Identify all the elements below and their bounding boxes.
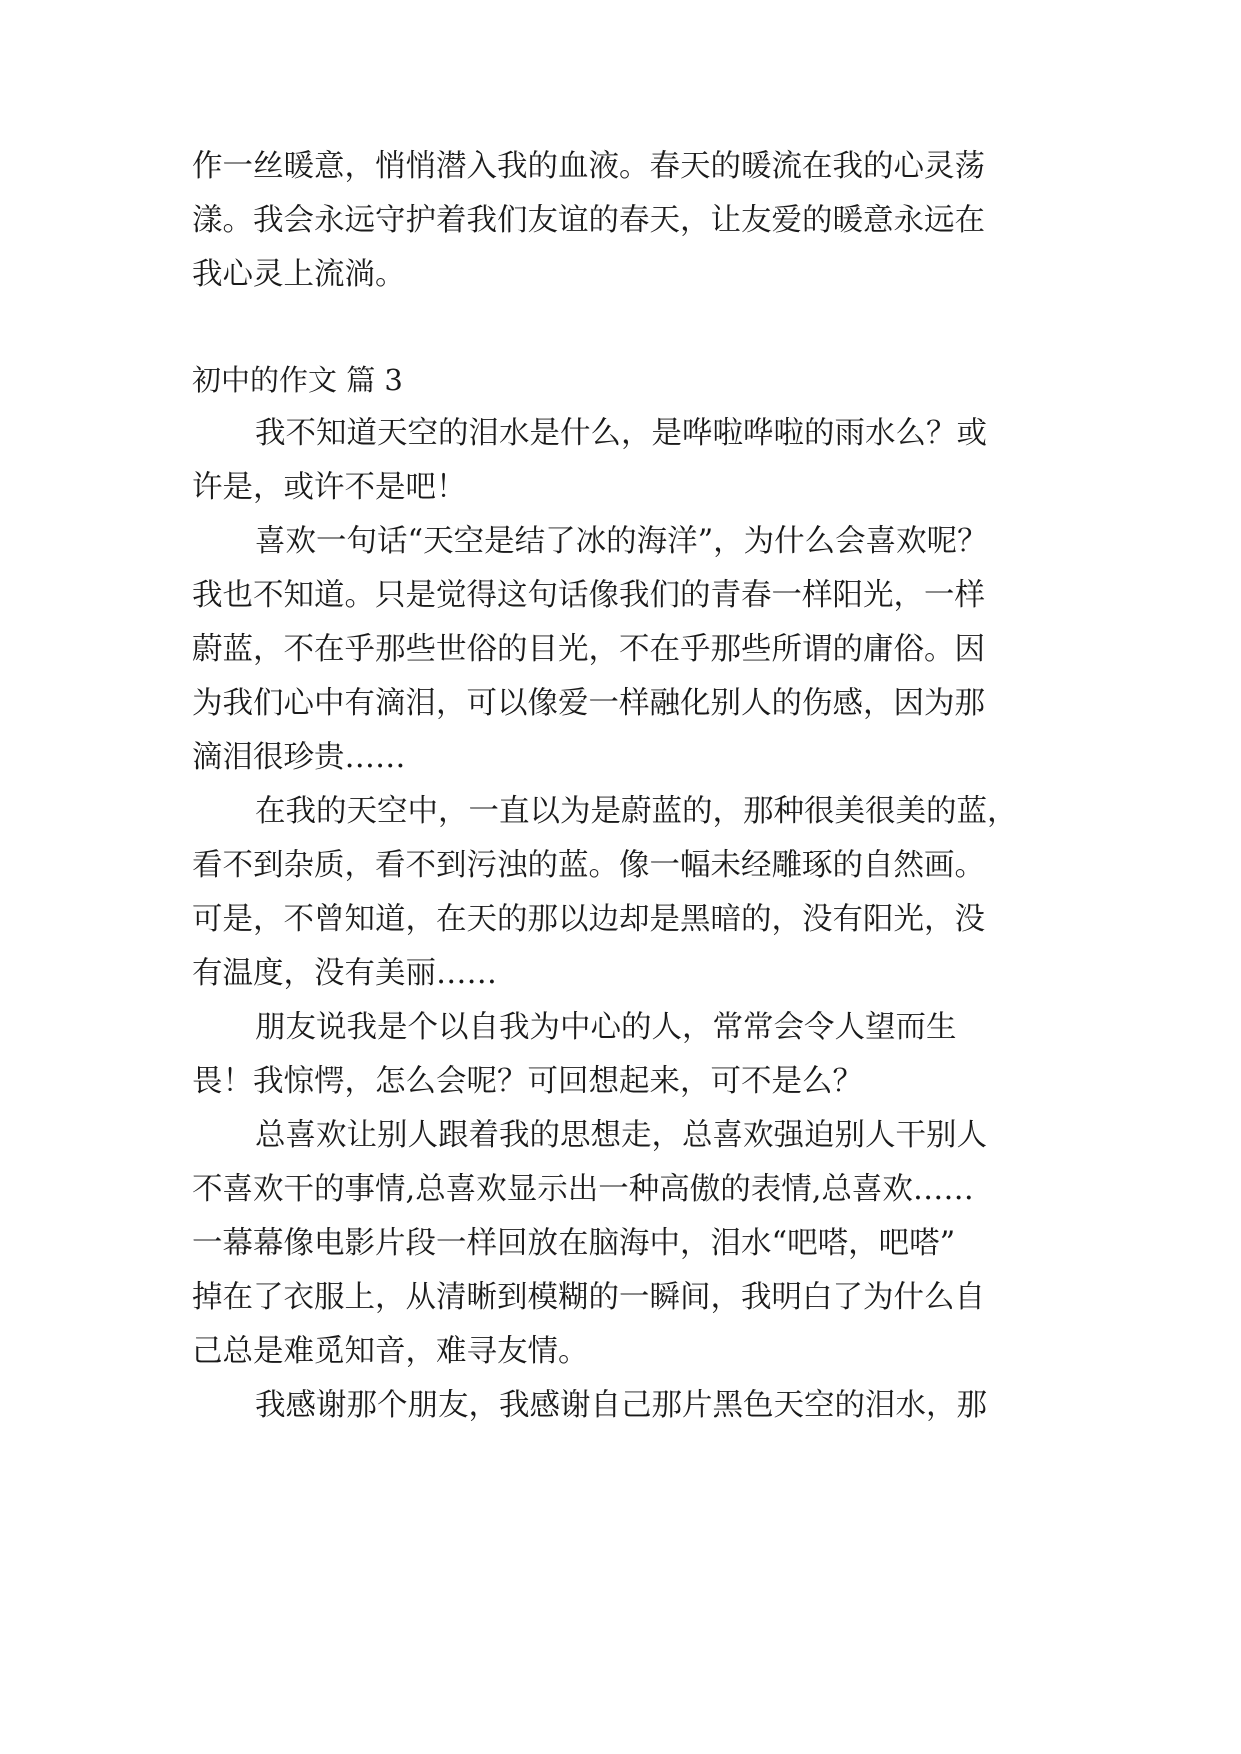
paragraph-line: 为我们心中有滴泪，可以像爱一样融化别人的伤感，因为那: [192, 686, 985, 721]
section-title: 初中的作文 篇 3: [192, 363, 403, 397]
paragraph-line: 漾。我会永远守护着我们友谊的春天，让友爱的暖意永远在: [192, 203, 985, 238]
paragraph-line: 作一丝暖意，悄悄潜入我的血液。春天的暖流在我的心灵荡: [192, 149, 985, 184]
paragraph-line: 喜欢一句话“天空是结了冰的海洋”，为什么会喜欢呢？: [255, 524, 988, 559]
paragraph-line: 己总是难觅知音，难寻友情。: [192, 1334, 589, 1369]
paragraph-line: 掉在了衣服上，从清晰到模糊的一瞬间，我明白了为什么自: [192, 1280, 985, 1315]
paragraph-line: 在我的天空中，一直以为是蔚蓝的，那种很美很美的蓝，: [255, 794, 1018, 829]
paragraph-line: 不喜欢干的事情,总喜欢显示出一种高傲的表情,总喜欢……: [192, 1172, 974, 1207]
paragraph-line: 可是，不曾知道，在天的那以边却是黑暗的，没有阳光，没: [192, 902, 985, 937]
paragraph-line: 我不知道天空的泪水是什么，是哗啦哗啦的雨水么？或: [255, 416, 987, 451]
paragraph-line: 有温度，没有美丽……: [192, 956, 497, 991]
paragraph-line: 滴泪很珍贵……: [192, 740, 406, 775]
paragraph-line: 一幕幕像电影片段一样回放在脑海中，泪水“吧嗒，吧嗒”: [192, 1226, 956, 1261]
paragraph-line: 总喜欢让别人跟着我的思想走，总喜欢强迫别人干别人: [255, 1118, 987, 1153]
paragraph-line: 我心灵上流淌。: [192, 257, 406, 292]
paragraph-line: 我感谢那个朋友，我感谢自己那片黑色天空的泪水，那: [255, 1388, 987, 1423]
paragraph-line: 许是，或许不是吧！: [192, 470, 467, 505]
paragraph-line: 蔚蓝，不在乎那些世俗的目光，不在乎那些所谓的庸俗。因: [192, 632, 985, 667]
paragraph-line: 畏！我惊愕，怎么会呢？可回想起来，可不是么？: [192, 1064, 863, 1099]
paragraph-line: 朋友说我是个以自我为中心的人，常常会令人望而生: [255, 1010, 957, 1045]
paragraph-line: 看不到杂质，看不到污浊的蓝。像一幅未经雕琢的自然画。: [192, 848, 985, 883]
paragraph-line: 我也不知道。只是觉得这句话像我们的青春一样阳光，一样: [192, 578, 985, 613]
